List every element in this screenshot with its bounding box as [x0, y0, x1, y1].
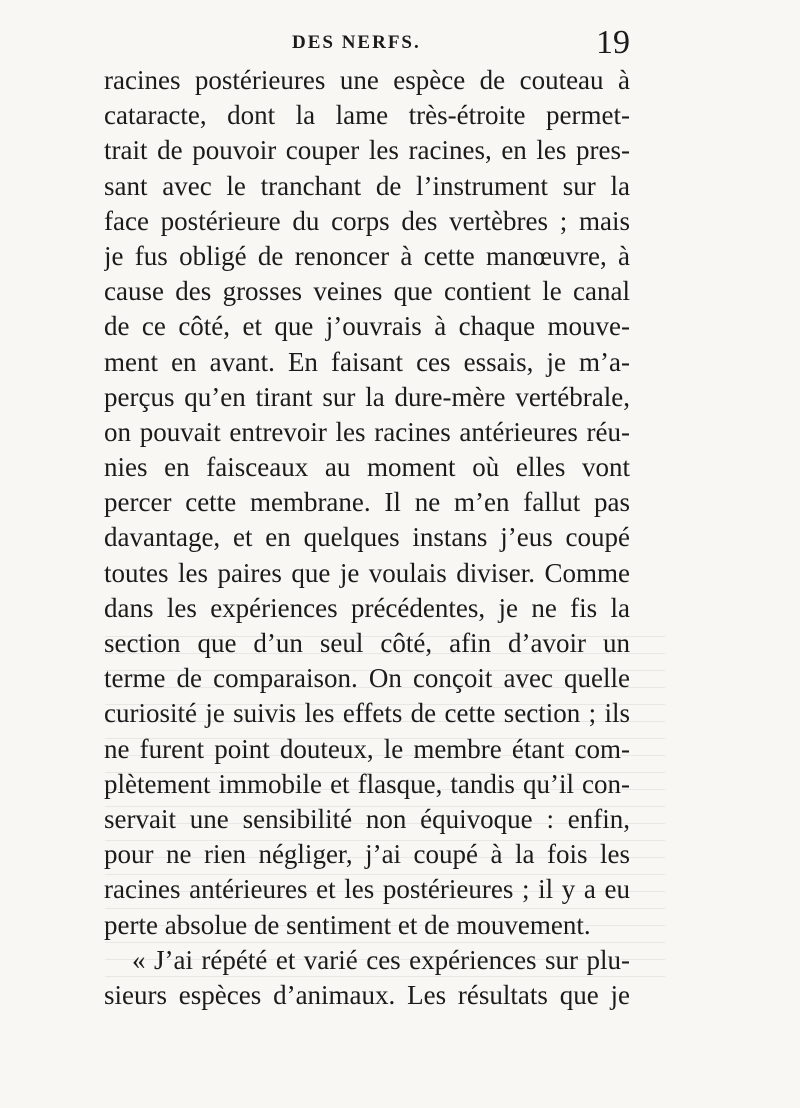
- text-line: ment en avant. En faisant ces essais, je m’a-: [104, 346, 630, 377]
- text-line: on pouvait entrevoir les racines antérieures réu-: [104, 416, 630, 447]
- text-line: racines postérieures une espèce de couteau à: [104, 65, 630, 95]
- text-line: racines antérieures et les postérieures ; il y a eu: [104, 874, 630, 905]
- text-line: nies en faisceaux au moment où elles vont: [104, 452, 630, 483]
- text-line: je fus obligé de renoncer à cette manœuvre, à: [104, 240, 630, 271]
- text-line: toutes les paires que je voulais diviser. Comme: [104, 557, 630, 588]
- text-line: dans les expériences précédentes, je ne fis la: [104, 592, 630, 623]
- text-line: de ce côté, et que j’ouvrais à chaque mouve-: [104, 311, 630, 342]
- paragraph-start-line: « J’ai répété et varié ces expériences sur plu-: [132, 944, 630, 975]
- text-line: trait de pouvoir couper les racines, en les pres-: [104, 135, 630, 166]
- text-line: terme de comparaison. On conçoit avec quelle: [104, 663, 630, 694]
- text-line: cause des grosses veines que contient le canal: [104, 276, 630, 307]
- text-line: davantage, et en quelques instans j’eus coupé: [104, 522, 630, 553]
- text-line: plètement immobile et flasque, tandis qu’il con-: [104, 768, 630, 799]
- text-line: face postérieure du corps des vertèbres ; mais: [104, 205, 630, 236]
- text-line: pour ne rien négliger, j’ai coupé à la fois les: [104, 839, 630, 870]
- text-line: servait une sensibilité non équivoque : enfin,: [104, 803, 630, 834]
- page-bottom-margin: [0, 1088, 800, 1108]
- text-line: perçus qu’en tirant sur la dure-mère vertébrale,: [104, 381, 630, 412]
- text-line: sieurs espèces d’animaux. Les résultats que je: [104, 979, 630, 1010]
- paragraph-end-line: perte absolue de sentiment et de mouvement.: [104, 909, 591, 940]
- text-line: section que d’un seul côté, afin d’avoir un: [104, 628, 630, 658]
- text-line: ne furent point douteux, le membre étant com-: [104, 733, 630, 764]
- text-line: cataracte, dont la lame très-étroite permet-: [104, 100, 630, 131]
- page-header: [0, 26, 800, 66]
- text-line: sant avec le tranchant de l’instrument sur la: [104, 170, 630, 201]
- running-head: DES NERFS.: [292, 32, 421, 53]
- text-line: percer cette membrane. Il ne m’en fallut pas: [104, 487, 630, 518]
- body-text: [104, 63, 630, 1013]
- text-line: curiosité je suivis les effets de cette section ; ils: [104, 698, 630, 729]
- page-number: 19: [596, 24, 630, 61]
